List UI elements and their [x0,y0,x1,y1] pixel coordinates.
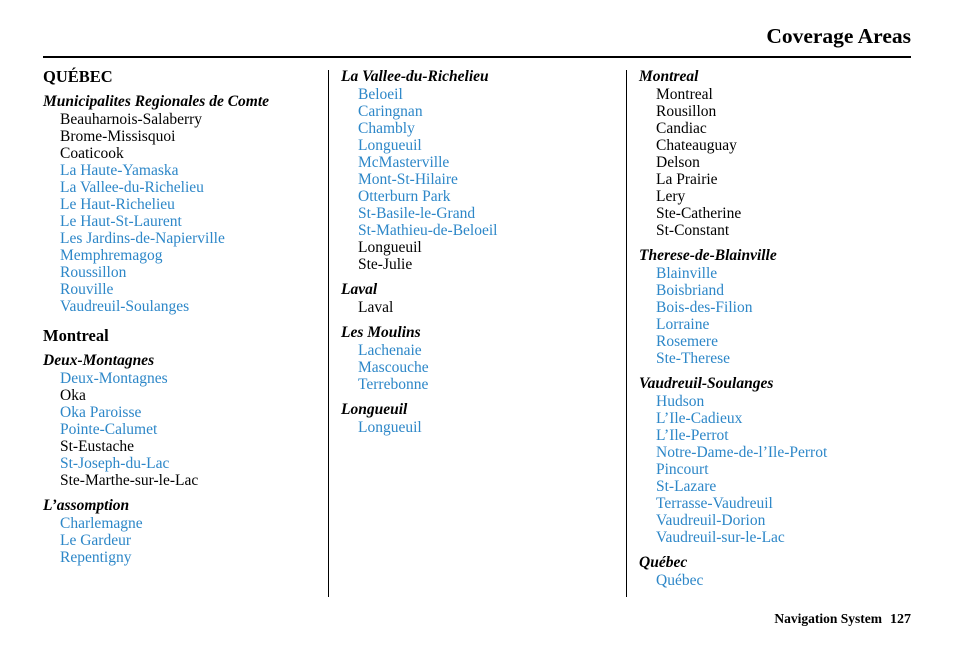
city-link[interactable]: Pointe-Calumet [60,421,158,438]
city-link[interactable]: Roussillon [60,264,127,281]
county-title: Municipalites Regionales de Comte [43,93,270,110]
city-name: Montreal [656,86,713,103]
city-name: Longueuil [358,239,422,256]
city-name: Chateauguay [656,137,737,154]
city-name: Ste-Marthe-sur-le-Lac [60,472,199,489]
city-link[interactable]: Beloeil [358,86,403,103]
column-divider-2 [626,70,627,597]
county-group [341,323,621,393]
city-link[interactable]: Deux-Montagnes [60,370,168,387]
city-link[interactable]: La Vallee-du-Richelieu [60,179,204,196]
city-link[interactable]: McMasterville [358,154,450,171]
region-section [639,67,919,589]
city-name: Laval [358,299,394,316]
city-link[interactable]: Memphremagog [60,247,163,264]
page-footer [774,611,911,628]
county-title: Montreal [639,68,699,85]
county-title: Longueuil [341,401,408,418]
city-link[interactable]: St-Lazare [656,478,717,495]
city-link[interactable]: Vaudreuil-sur-le-Lac [656,529,785,546]
city-link[interactable]: Ste-Therese [656,350,731,367]
city-name: St-Eustache [60,438,135,455]
city-link[interactable]: Mascouche [358,359,429,376]
column-3 [639,67,919,600]
city-link[interactable]: Hudson [656,393,705,410]
city-link[interactable]: Lorraine [656,316,710,333]
county-group [341,400,621,436]
footer-label: Navigation System [774,611,882,626]
county-title: Therese-de-Blainville [639,247,777,264]
city-link[interactable]: Terrebonne [358,376,429,393]
page-title: Coverage Areas [766,24,911,48]
region-section [43,67,323,315]
city-link[interactable]: St-Basile-le-Grand [358,205,476,222]
region-heading: Montreal [43,326,109,345]
city-link[interactable]: Notre-Dame-de-l’Ile-Perrot [656,444,828,461]
city-name: Brome-Missisquoi [60,128,176,145]
county-group [639,374,919,546]
county-group [639,67,919,239]
city-link[interactable]: Caringnan [358,103,423,120]
city-link[interactable]: Les Jardins-de-Napierville [60,230,225,247]
region-section [341,67,621,436]
county-group [341,67,621,273]
county-title: Laval [341,281,378,298]
city-name: Ste-Catherine [656,205,742,222]
county-group [43,496,323,566]
city-name: St-Constant [656,222,730,239]
city-link[interactable]: Blainville [656,265,718,282]
city-link[interactable]: Rouville [60,281,114,298]
city-name: Candiac [656,120,707,137]
city-link[interactable]: Québec [656,572,704,589]
county-title: Vaudreuil-Soulanges [639,375,774,392]
city-link[interactable]: L’Ile-Perrot [656,427,729,444]
city-link[interactable]: Le Haut-St-Laurent [60,213,182,230]
city-name: Ste-Julie [358,256,413,273]
city-link[interactable]: Terrasse-Vaudreuil [656,495,773,512]
city-link[interactable]: Le Haut-Richelieu [60,196,175,213]
city-name: Beauharnois-Salaberry [60,111,203,128]
city-link[interactable]: Bois-des-Filion [656,299,753,316]
county-group [639,553,919,589]
city-name: La Prairie [656,171,718,188]
county-title: L’assomption [43,497,130,514]
county-title: Les Moulins [341,324,421,341]
column-divider-1 [328,70,329,597]
city-link[interactable]: Oka Paroisse [60,404,142,421]
city-link[interactable]: Pincourt [656,461,709,478]
city-link[interactable]: Repentigny [60,549,132,566]
county-title: Deux-Montagnes [43,352,155,369]
region-section [43,326,323,566]
city-link[interactable]: Le Gardeur [60,532,131,549]
city-name: Lery [656,188,686,205]
county-group [43,351,323,489]
city-link[interactable]: Otterburn Park [358,188,451,205]
column-1 [43,67,323,577]
header-rule [43,56,911,58]
city-link[interactable]: Longueuil [358,419,422,436]
region-heading: QUÉBEC [43,67,113,86]
city-link[interactable]: Chambly [358,120,415,137]
city-name: Delson [656,154,700,171]
page-number: 127 [890,612,911,627]
city-link[interactable]: Boisbriand [656,282,725,299]
county-group [341,280,621,316]
city-name: Coaticook [60,145,124,162]
city-name: Oka [60,387,86,404]
county-group [43,92,323,315]
city-link[interactable]: La Haute-Yamaska [60,162,179,179]
city-link[interactable]: Longueuil [358,137,422,154]
city-link[interactable]: Lachenaie [358,342,422,359]
city-link[interactable]: Charlemagne [60,515,143,532]
city-link[interactable]: Mont-St-Hilaire [358,171,458,188]
column-2 [341,67,621,447]
city-link[interactable]: St-Joseph-du-Lac [60,455,170,472]
city-link[interactable]: L’Ile-Cadieux [656,410,743,427]
county-group [639,246,919,367]
city-link[interactable]: Vaudreuil-Dorion [656,512,766,529]
city-link[interactable]: Vaudreuil-Soulanges [60,298,190,315]
city-link[interactable]: Rosemere [656,333,718,350]
county-title: Québec [639,554,688,571]
city-link[interactable]: St-Mathieu-de-Beloeil [358,222,498,239]
city-name: Rousillon [656,103,717,120]
county-title: La Vallee-du-Richelieu [341,68,489,85]
